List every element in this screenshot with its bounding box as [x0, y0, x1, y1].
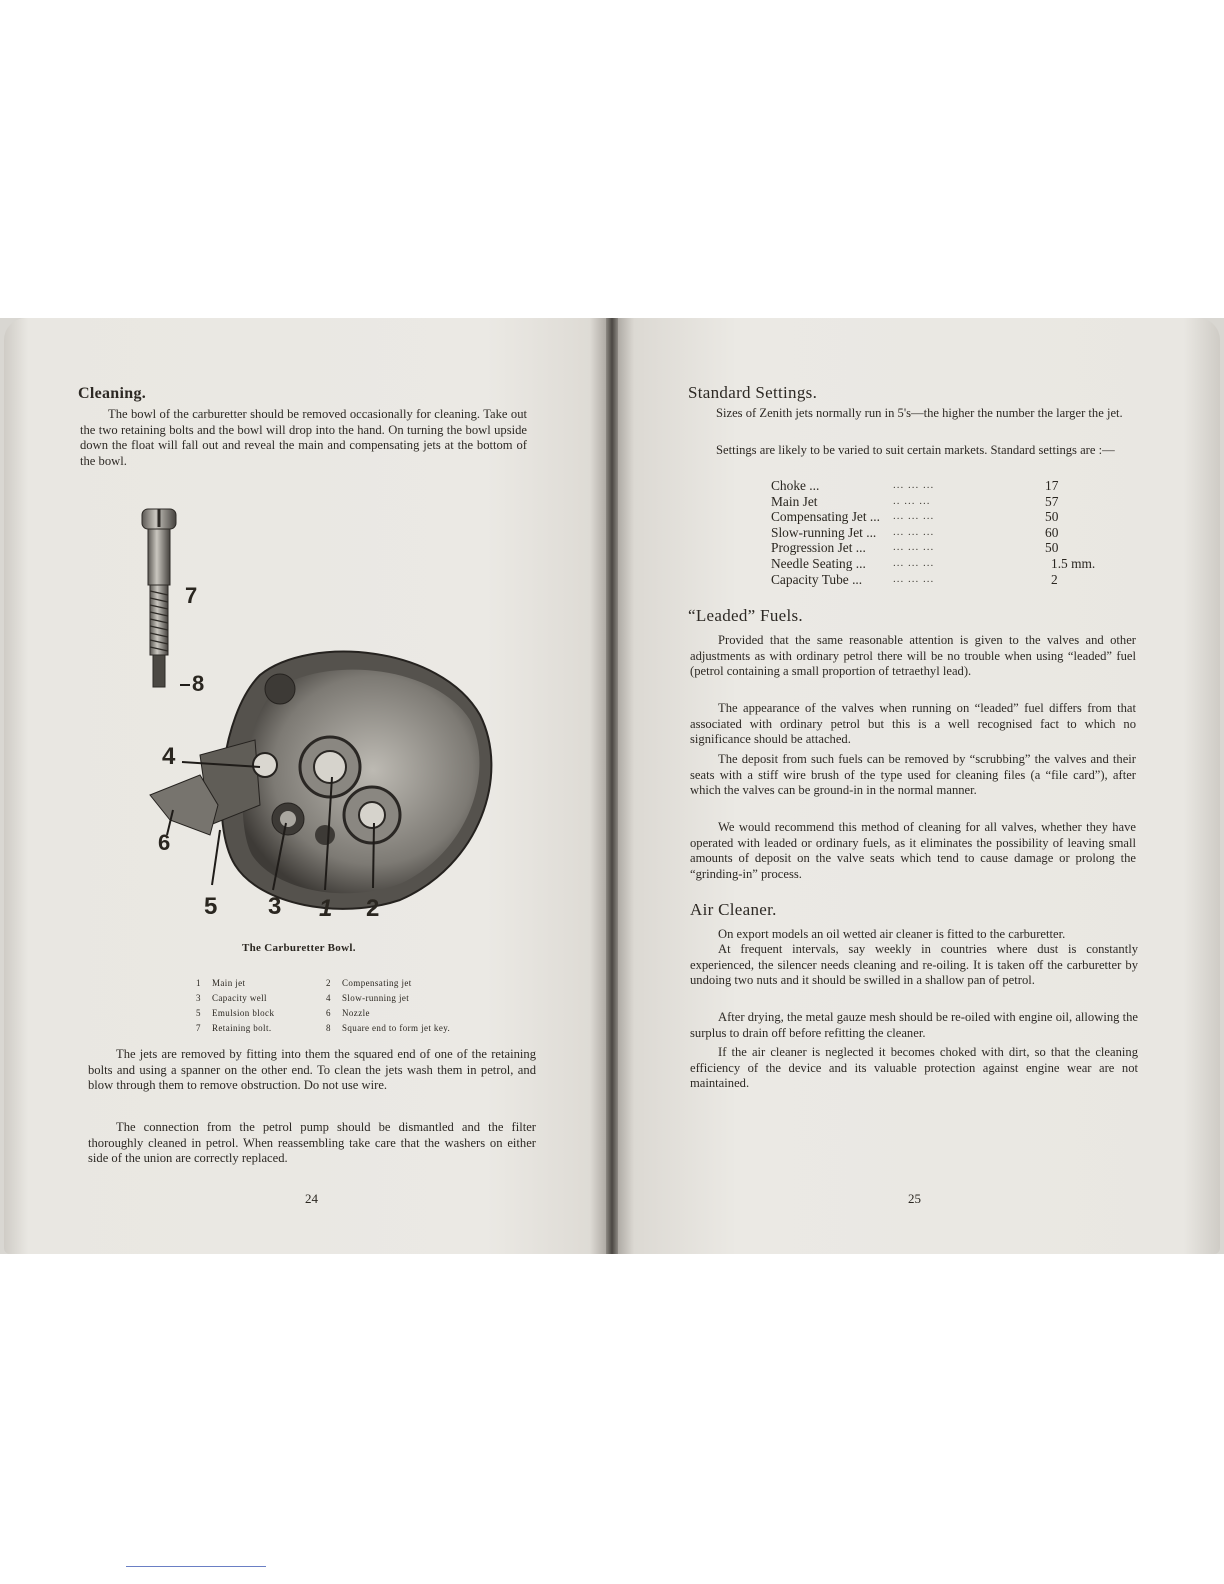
page-number-left: 24 — [305, 1191, 318, 1206]
setting-value: 1.5 mm. — [1051, 555, 1096, 571]
sizes-paragraph: Sizes of Zenith jets normally run in 5's—the higher the number the larger the jet. — [716, 406, 1123, 420]
carburetter-bowl-figure — [140, 505, 500, 925]
air-cleaner-heading: Air Cleaner. — [690, 900, 777, 919]
callout-7: 7 — [185, 583, 198, 608]
jets-paragraph: The jets are removed by fitting into them the squared end of one of the retaining bolts and using a spanner on the other end. To clean the jets wash them in petrol, and blow through them to remove obstruction. Do not use wire. — [88, 1047, 536, 1093]
air-paragraph-4: If the air cleaner is neglected it becomes choked with dirt, so that the cleaning efficiency of the device and its valuable protection against engine wear are not maintained. — [690, 1045, 1138, 1091]
setting-value: 57 — [1045, 493, 1059, 509]
setting-label: Capacity Tube ... — [771, 571, 863, 587]
setting-dots: ... ... ... — [893, 525, 935, 538]
legend-num: 4 — [326, 993, 331, 1003]
legend-num: 3 — [196, 993, 201, 1003]
legend-num: 2 — [326, 978, 331, 988]
setting-label: Progression Jet ... — [771, 540, 866, 556]
standard-settings-heading: Standard Settings. — [688, 383, 818, 402]
settings-paragraph: Settings are likely to be varied to suit certain markets. Standard settings are :— — [716, 443, 1115, 457]
leaded-paragraph-3: The deposit from such fuels can be removed by “scrubbing” the valves and their seats with a stiff wire brush of the type used for cleaning files (a “file card”), after which the valves can be ground-in in the normal manner. — [690, 752, 1136, 798]
legend-text: Square end to form jet key. — [342, 1023, 451, 1033]
setting-label: Compensating Jet ... — [771, 509, 880, 525]
setting-dots: ... ... ... — [893, 541, 935, 554]
legend-text: Slow-running jet — [342, 993, 410, 1003]
air-paragraph-1: On export models an oil wetted air cleaner is fitted to the carburetter. — [718, 927, 1066, 941]
legend-text: Compensating jet — [342, 978, 412, 988]
setting-dots: ... ... ... — [893, 572, 935, 585]
carburetter-bowl-illustration — [140, 505, 500, 925]
callout-1: 1 — [319, 895, 333, 922]
setting-label: Main Jet — [771, 493, 818, 509]
setting-label: Slow-running Jet ... — [771, 524, 877, 540]
callout-8: 8 — [192, 671, 205, 696]
setting-value: 17 — [1045, 478, 1059, 493]
callout-3: 3 — [268, 893, 282, 920]
legend-text: Emulsion block — [212, 1008, 275, 1018]
setting-dots: ... ... ... — [893, 556, 935, 569]
leaded-paragraph-2: The appearance of the valves when running on “leaded” fuel differs from that associated with ordinary petrol but this is a well recognised fact to which no significance should be attached. — [690, 701, 1136, 747]
leaded-paragraph-4: We would recommend this method of cleaning for all valves, whether they have operated with leaded or ordinary fuels, as it eliminates the possibility of leaving small amounts of deposit on the valve seats which tend to cause damage or prolong the “grinding-in” process. — [690, 820, 1136, 881]
legend-num: 5 — [196, 1008, 201, 1018]
setting-value: 60 — [1045, 524, 1059, 540]
setting-value: 50 — [1045, 540, 1059, 556]
figure-legend — [196, 976, 486, 1036]
settings-row — [771, 525, 1121, 541]
cleaning-heading: Cleaning. — [78, 385, 147, 402]
settings-table — [771, 478, 1121, 587]
page-number-right: 25 — [908, 1191, 921, 1206]
settings-row — [771, 494, 1121, 510]
callout-6: 6 — [158, 830, 171, 855]
air-paragraph-2: At frequent intervals, say weekly in countries where dust is constantly experienced, the silencer needs cleaning and re-oiling. It is taken off the carburetter by undoing two nuts and it should be swilled in a shallow pan of petrol. — [690, 942, 1138, 988]
book-gutter — [606, 318, 618, 1254]
legend-text: Retaining bolt. — [212, 1023, 272, 1033]
settings-row — [771, 478, 1121, 494]
setting-dots: ... ... ... — [893, 479, 935, 491]
legend-num: 7 — [196, 1023, 201, 1033]
figure-caption: The Carburetter Bowl. — [242, 942, 356, 954]
setting-dots: .. ... ... — [893, 494, 931, 507]
settings-row — [771, 556, 1121, 572]
legend-num: 1 — [196, 978, 201, 988]
air-paragraph-3: After drying, the metal gauze mesh should be re-oiled with engine oil, allowing the surplus to drain off before refitting the cleaner. — [690, 1010, 1138, 1040]
leaded-fuels-heading: “Leaded” Fuels. — [688, 606, 803, 625]
legend-text: Main jet — [212, 978, 246, 988]
connection-paragraph: The connection from the petrol pump should be dismantled and the filter thoroughly cleaned in petrol. When reassembling take care that the washers on either side of the union are correctly replaced. — [88, 1120, 536, 1166]
leaded-paragraph-1: Provided that the same reasonable attention is given to the valves and other adjustments as with ordinary petrol there will be no trouble when using “leaded” fuel (petrol containing a small proportion of tetraethyl lead). — [690, 633, 1136, 679]
setting-label: Needle Seating ... — [771, 555, 866, 571]
settings-row — [771, 572, 1121, 588]
setting-label: Choke ... — [771, 478, 820, 493]
legend-text: Nozzle — [342, 1008, 370, 1018]
legend-num: 6 — [326, 1008, 331, 1018]
settings-row — [771, 509, 1121, 525]
retaining-bolt — [142, 509, 176, 687]
callout-5: 5 — [204, 893, 218, 920]
underline-rule — [126, 1566, 266, 1567]
legend-text: Capacity well — [212, 993, 267, 1003]
cleaning-intro: The bowl of the carburetter should be removed occasionally for cleaning. Take out the two retaining bolts and the bowl will drop into the hand. On turning the bowl upside down the float will fall out and reveal the main and compensating jets at the bottom of the bowl. — [80, 407, 527, 468]
legend-num: 8 — [326, 1023, 331, 1033]
callout-2: 2 — [366, 895, 380, 922]
setting-dots: ... ... ... — [893, 510, 935, 523]
setting-value: 2 — [1051, 571, 1058, 587]
setting-value: 50 — [1045, 509, 1059, 525]
settings-row — [771, 540, 1121, 556]
callout-4: 4 — [162, 743, 176, 770]
